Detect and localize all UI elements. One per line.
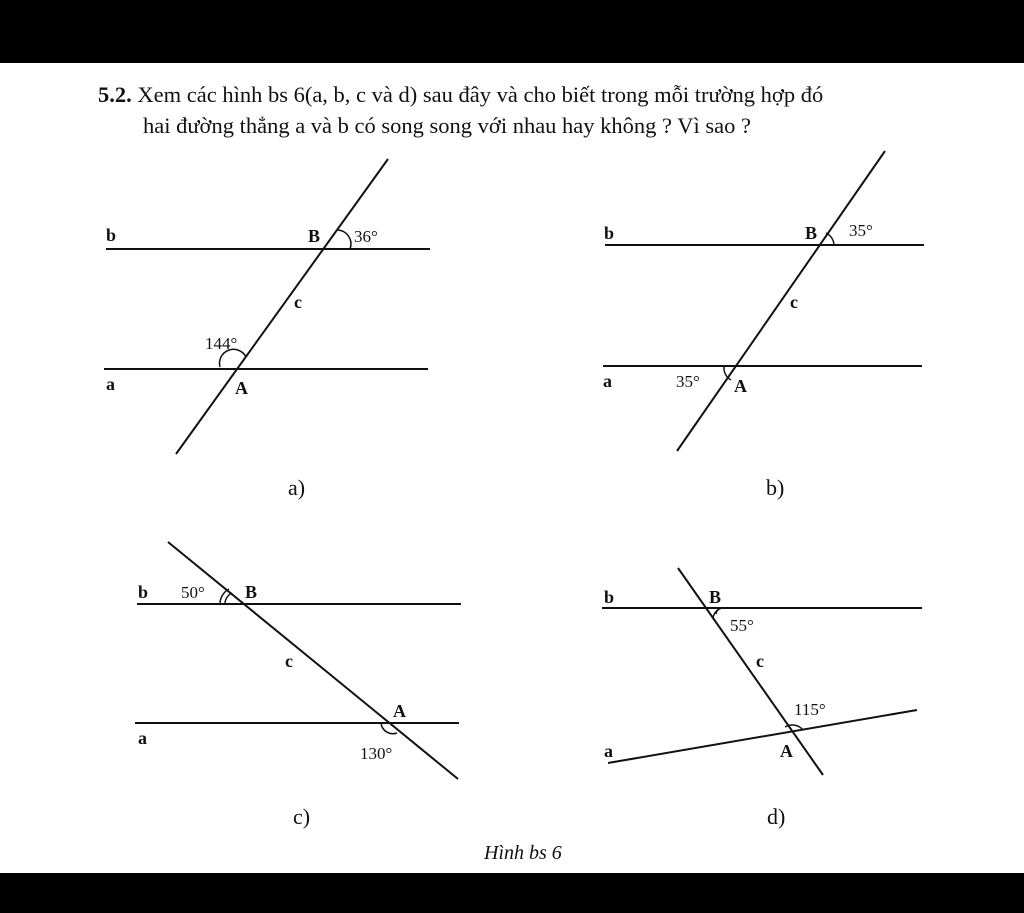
label-a: a [604, 741, 613, 761]
angle-B-value: 50° [181, 583, 205, 602]
point-B: B [245, 582, 258, 602]
angle-B-value: 36° [354, 227, 378, 246]
figure-caption: Hình bs 6 [484, 842, 562, 864]
problem-line-2: hai đường thẳng a và b có song song với nhau hay không ? Vì sao ? [143, 113, 751, 138]
figure-b [603, 151, 924, 500]
point-A: A [780, 741, 793, 761]
transversal-c [168, 542, 458, 779]
point-B: B [308, 226, 321, 246]
point-B: B [709, 587, 722, 607]
label-c: c [294, 292, 302, 312]
caption-b: b) [766, 475, 785, 500]
label-c: c [790, 292, 798, 312]
label-c: c [285, 651, 293, 671]
caption-d: d) [767, 804, 786, 829]
label-a: a [138, 728, 147, 748]
line-a [608, 710, 917, 763]
point-A: A [235, 378, 248, 398]
label-a: a [603, 371, 612, 391]
label-b: b [106, 225, 117, 245]
angle-A-value: 115° [794, 700, 826, 719]
angle-B-value: 55° [730, 616, 754, 635]
angle-A-value: 130° [360, 744, 393, 763]
transversal-c [176, 159, 388, 454]
textbook-page [0, 63, 1024, 873]
label-b: b [138, 582, 149, 602]
point-A: A [734, 376, 747, 396]
figure-a [104, 159, 430, 500]
figure-c [135, 542, 461, 829]
label-c: c [756, 651, 764, 671]
angle-mark-B [338, 230, 351, 249]
label-b: b [604, 223, 615, 243]
caption-a: a) [288, 475, 306, 500]
angle-A-value: 144° [205, 334, 238, 353]
label-a: a [106, 374, 115, 394]
angle-A-value: 35° [676, 372, 700, 391]
caption-c: c) [293, 804, 311, 829]
angle-B-value: 35° [849, 221, 873, 240]
problem-number: 5.2. [98, 82, 132, 107]
point-B: B [805, 223, 818, 243]
label-b: b [604, 587, 615, 607]
transversal-c [677, 151, 885, 451]
transversal-c [678, 568, 823, 775]
figure-d [602, 568, 922, 829]
problem-text-1: Xem các hình bs 6(a, b, c và d) sau đây và cho biết trong mỗi trường hợp đó [131, 82, 824, 107]
point-A: A [393, 701, 406, 721]
figures-canvas [0, 63, 1024, 873]
